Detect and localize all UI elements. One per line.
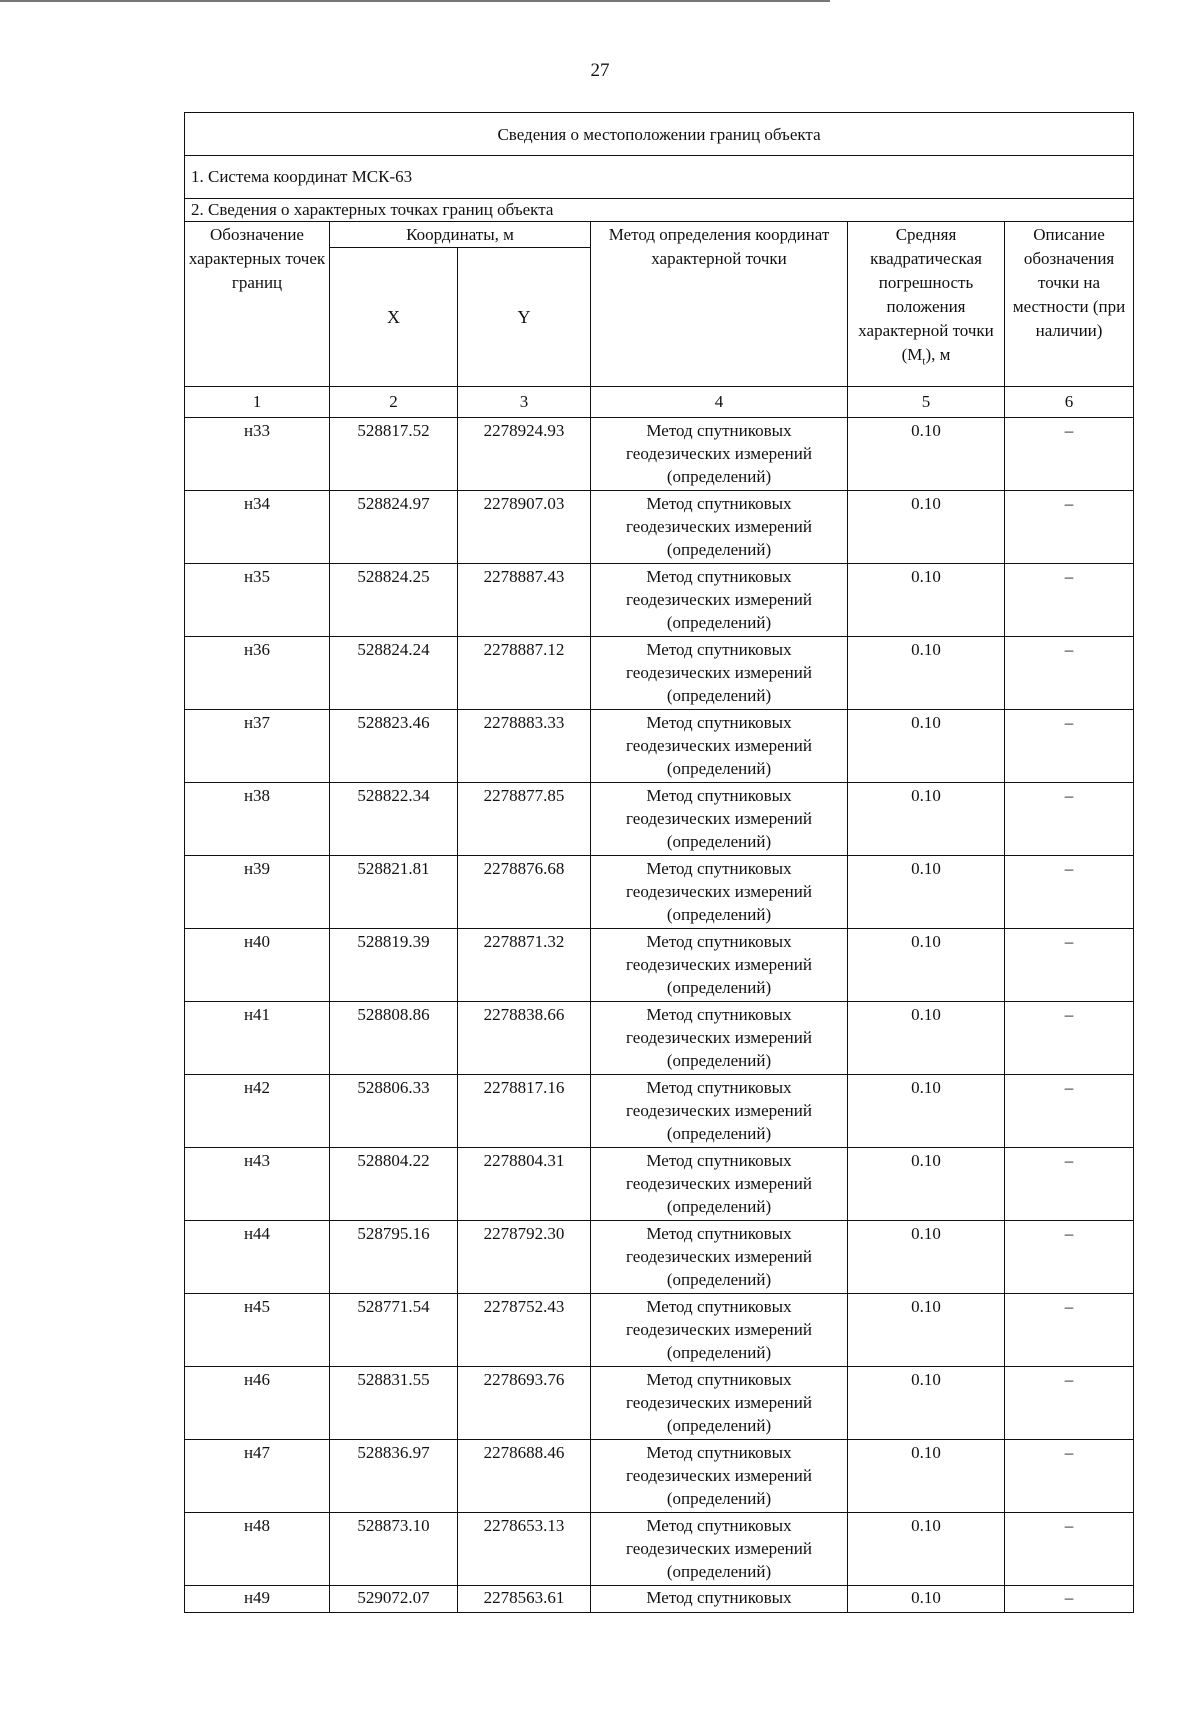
x-cell: 528821.81	[330, 856, 458, 929]
column-number: 1	[185, 387, 330, 418]
page-number: 27	[590, 60, 610, 81]
x-cell: 528823.46	[330, 710, 458, 783]
description-cell: –	[1005, 564, 1134, 637]
x-cell: 528771.54	[330, 1294, 458, 1367]
point-cell: н43	[185, 1148, 330, 1221]
table-row	[185, 710, 1134, 783]
method-cell: Метод спутниковых геодезических измерений (определений)	[591, 783, 848, 856]
column-number: 6	[1005, 387, 1134, 418]
point-cell: н38	[185, 783, 330, 856]
point-cell: н41	[185, 1002, 330, 1075]
method-cell: Метод спутниковых геодезических измерений (определений)	[591, 1221, 848, 1294]
y-cell: 2278804.31	[458, 1148, 591, 1221]
table-row	[185, 1075, 1134, 1148]
method-cell: Метод спутниковых	[591, 1586, 848, 1613]
point-cell: н36	[185, 637, 330, 710]
y-cell: 2278817.16	[458, 1075, 591, 1148]
x-cell: 528795.16	[330, 1221, 458, 1294]
description-cell: –	[1005, 856, 1134, 929]
header-error-label: Средняя квадратическая погрешность положения характерной точки $(M_t)$, м	[858, 225, 994, 368]
description-cell: –	[1005, 1586, 1134, 1613]
point-cell: н35	[185, 564, 330, 637]
table-row	[185, 637, 1134, 710]
error-cell: 0.10	[848, 856, 1005, 929]
description-cell: –	[1005, 1294, 1134, 1367]
method-cell: Метод спутниковых геодезических измерений (определений)	[591, 491, 848, 564]
header-coordinates: Координаты, м	[330, 222, 591, 248]
y-cell: 2278871.32	[458, 929, 591, 1002]
description-cell: –	[1005, 1148, 1134, 1221]
table-row	[185, 1440, 1134, 1513]
description-cell: –	[1005, 1513, 1134, 1586]
method-cell: Метод спутниковых геодезических измерений (определений)	[591, 929, 848, 1002]
description-cell: –	[1005, 491, 1134, 564]
y-cell: 2278693.76	[458, 1367, 591, 1440]
x-cell: 529072.07	[330, 1586, 458, 1613]
table-title: Сведения о местоположении границ объекта	[185, 113, 1134, 156]
x-cell: 528873.10	[330, 1513, 458, 1586]
description-cell: –	[1005, 1221, 1134, 1294]
point-cell: н48	[185, 1513, 330, 1586]
description-cell: –	[1005, 1367, 1134, 1440]
x-cell: 528824.97	[330, 491, 458, 564]
x-cell: 528817.52	[330, 418, 458, 491]
method-cell: Метод спутниковых геодезических измерений (определений)	[591, 1367, 848, 1440]
table-row	[185, 1586, 1134, 1613]
y-cell: 2278924.93	[458, 418, 591, 491]
y-cell: 2278907.03	[458, 491, 591, 564]
column-number: 3	[458, 387, 591, 418]
error-cell: 0.10	[848, 710, 1005, 783]
table-row	[185, 1294, 1134, 1367]
point-cell: н46	[185, 1367, 330, 1440]
table-row	[185, 1002, 1134, 1075]
error-cell: 0.10	[848, 418, 1005, 491]
method-cell: Метод спутниковых геодезических измерений (определений)	[591, 1440, 848, 1513]
x-cell: 528806.33	[330, 1075, 458, 1148]
header-designation: Обозначение характерных точек границ	[185, 222, 330, 387]
method-cell: Метод спутниковых геодезических измерений (определений)	[591, 1148, 848, 1221]
error-cell: 0.10	[848, 1075, 1005, 1148]
method-cell: Метод спутниковых геодезических измерений (определений)	[591, 418, 848, 491]
table-row	[185, 1221, 1134, 1294]
point-cell: н49	[185, 1586, 330, 1613]
point-cell: н34	[185, 491, 330, 564]
table-row	[185, 418, 1134, 491]
header-y: Y	[458, 248, 591, 387]
error-cell: 0.10	[848, 564, 1005, 637]
x-cell: 528831.55	[330, 1367, 458, 1440]
x-cell: 528804.22	[330, 1148, 458, 1221]
description-cell: –	[1005, 637, 1134, 710]
y-cell: 2278792.30	[458, 1221, 591, 1294]
error-cell: 0.10	[848, 491, 1005, 564]
error-cell: 0.10	[848, 1148, 1005, 1221]
description-cell: –	[1005, 418, 1134, 491]
y-cell: 2278563.61	[458, 1586, 591, 1613]
y-cell: 2278688.46	[458, 1440, 591, 1513]
y-cell: 2278877.85	[458, 783, 591, 856]
y-cell: 2278887.12	[458, 637, 591, 710]
point-cell: н47	[185, 1440, 330, 1513]
method-cell: Метод спутниковых геодезических измерений (определений)	[591, 1002, 848, 1075]
method-cell: Метод спутниковых геодезических измерений (определений)	[591, 856, 848, 929]
x-cell: 528819.39	[330, 929, 458, 1002]
description-cell: –	[1005, 783, 1134, 856]
method-cell: Метод спутниковых геодезических измерений (определений)	[591, 1075, 848, 1148]
error-cell: 0.10	[848, 929, 1005, 1002]
error-cell: 0.10	[848, 1513, 1005, 1586]
table-row	[185, 1513, 1134, 1586]
point-cell: н44	[185, 1221, 330, 1294]
boundary-points-table	[184, 112, 1134, 1613]
table-row	[185, 929, 1134, 1002]
header-error	[848, 222, 1005, 387]
table-row	[185, 1148, 1134, 1221]
point-cell: н40	[185, 929, 330, 1002]
method-cell: Метод спутниковых геодезических измерений (определений)	[591, 1513, 848, 1586]
method-cell: Метод спутниковых геодезических измерений (определений)	[591, 710, 848, 783]
x-cell: 528836.97	[330, 1440, 458, 1513]
description-cell: –	[1005, 1440, 1134, 1513]
x-cell: 528822.34	[330, 783, 458, 856]
point-cell: н39	[185, 856, 330, 929]
x-cell: 528824.24	[330, 637, 458, 710]
column-number: 4	[591, 387, 848, 418]
error-cell: 0.10	[848, 637, 1005, 710]
column-numbers-row	[185, 387, 1134, 418]
coordinate-system: 1. Система координат МСК-63	[185, 156, 1134, 199]
description-cell: –	[1005, 1002, 1134, 1075]
scan-edge-line	[0, 0, 830, 2]
x-cell: 528824.25	[330, 564, 458, 637]
error-cell: 0.10	[848, 783, 1005, 856]
description-cell: –	[1005, 710, 1134, 783]
section-title: 2. Сведения о характерных точках границ объекта	[185, 199, 1134, 222]
error-cell: 0.10	[848, 1440, 1005, 1513]
method-cell: Метод спутниковых геодезических измерений (определений)	[591, 564, 848, 637]
y-cell: 2278653.13	[458, 1513, 591, 1586]
method-cell: Метод спутниковых геодезических измерений (определений)	[591, 1294, 848, 1367]
header-description: Описание обозначения точки на местности (при наличии)	[1005, 222, 1134, 387]
point-cell: н37	[185, 710, 330, 783]
error-cell: 0.10	[848, 1221, 1005, 1294]
error-cell: 0.10	[848, 1367, 1005, 1440]
header-method: Метод определения координат характерной точки	[591, 222, 848, 387]
y-cell: 2278752.43	[458, 1294, 591, 1367]
header-x: X	[330, 248, 458, 387]
error-cell: 0.10	[848, 1294, 1005, 1367]
column-number: 2	[330, 387, 458, 418]
y-cell: 2278838.66	[458, 1002, 591, 1075]
table-row	[185, 491, 1134, 564]
y-cell: 2278876.68	[458, 856, 591, 929]
y-cell: 2278883.33	[458, 710, 591, 783]
x-cell: 528808.86	[330, 1002, 458, 1075]
column-number: 5	[848, 387, 1005, 418]
table-row	[185, 1367, 1134, 1440]
description-cell: –	[1005, 1075, 1134, 1148]
point-cell: н45	[185, 1294, 330, 1367]
y-cell: 2278887.43	[458, 564, 591, 637]
table-row	[185, 783, 1134, 856]
error-cell: 0.10	[848, 1586, 1005, 1613]
point-cell: н42	[185, 1075, 330, 1148]
error-cell: 0.10	[848, 1002, 1005, 1075]
description-cell: –	[1005, 929, 1134, 1002]
method-cell: Метод спутниковых геодезических измерений (определений)	[591, 637, 848, 710]
table-row	[185, 856, 1134, 929]
point-cell: н33	[185, 418, 330, 491]
table-row	[185, 564, 1134, 637]
